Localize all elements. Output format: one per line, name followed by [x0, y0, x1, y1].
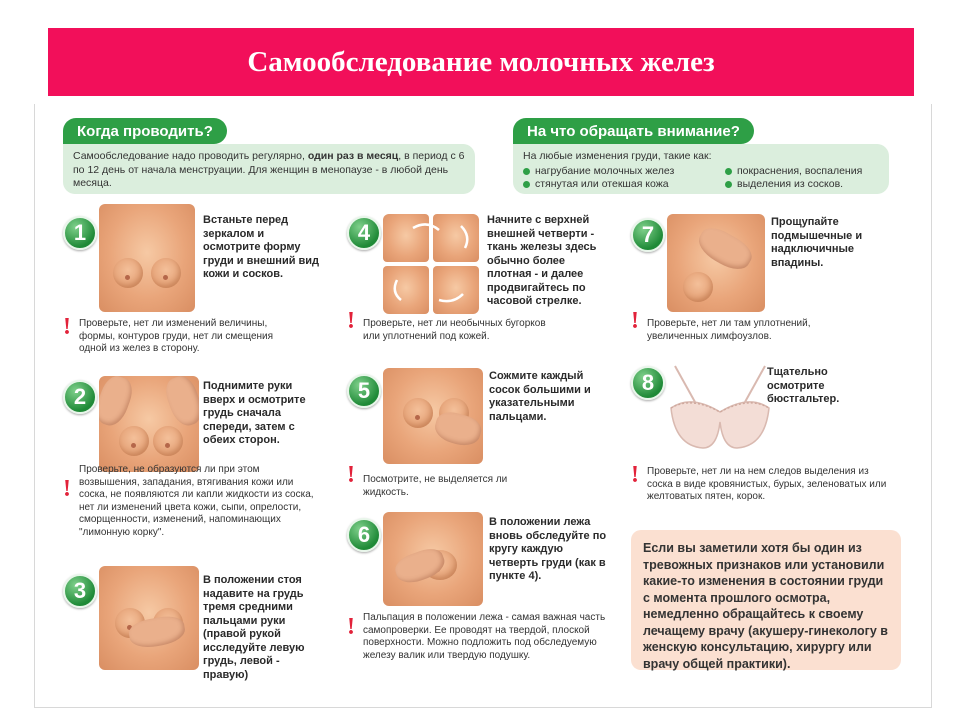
breast-shape — [153, 426, 183, 456]
hand-shape — [432, 409, 483, 450]
step-5-warning: Посмотрите, не выделяется ли жидкость. — [363, 474, 508, 498]
breast-shape — [113, 258, 143, 288]
attention-tag: На что обращать внимание? — [513, 118, 754, 144]
step-6-text: В положении лежа вновь обследуйте по кругу каждую четверть груди (как в пункте 4). — [489, 516, 607, 582]
step-1-number: 1 — [63, 216, 97, 250]
when-box — [63, 144, 475, 194]
when-text-1: Самообследование надо проводить регулярно, — [73, 150, 308, 162]
step-7-number: 7 — [631, 218, 665, 252]
warning-icon: ! — [63, 314, 71, 340]
attention-box — [513, 144, 889, 194]
alert-box: Если вы заметили хотя бы один из тревожных признаков или установили какие-то изменения в состоянии груди с момента прошлого осмотра, немедленно обращайтесь к своему лечащему врачу (акушеру-гинекологу в женскую консультацию, хирургу или врачу общей практики). — [631, 530, 901, 670]
step-4-text: Начните с верхней внешней четверти - ткань железы здесь обычно более плотная - и далее продвигайтесь по часовой стрелке. — [487, 214, 597, 307]
step-5-illustration — [383, 368, 483, 464]
step-3-text: В положении стоя надавите на грудь тремя средними пальцами руки (правой рукой исследуйте левую грудь, левой - правую) — [203, 574, 305, 681]
step-2-illustration — [99, 376, 199, 472]
warning-icon: ! — [347, 308, 355, 334]
step-2-warning: Проверьте, не образуются ли при этом возвышения, западания, втягивания кожи или соска, не появляются ли капли жидкости из соска, нет ли изменений цвета кожи, сыпи, опрелости, сморщенности, изменений, напоминающих "лимонную корку". — [79, 464, 314, 538]
breast-shape — [403, 398, 433, 428]
arm-shape — [99, 376, 137, 430]
step-6-number: 6 — [347, 518, 381, 552]
attention-item: нагрубание молочных желез — [523, 165, 719, 179]
warning-icon: ! — [347, 614, 355, 640]
step-1-illustration — [99, 204, 195, 312]
warning-icon: ! — [631, 308, 639, 334]
step-3-illustration — [99, 566, 199, 670]
bullet-icon — [725, 181, 732, 188]
clockwise-arrows-icon — [383, 214, 479, 314]
when-text-bold: один раз в месяц — [307, 150, 399, 162]
warning-icon: ! — [63, 476, 71, 502]
attention-item: покраснения, воспаления — [725, 165, 895, 179]
attention-item: стянутая или отекшая кожа — [523, 178, 719, 192]
bullet-icon — [523, 168, 530, 175]
step-4-illustration — [383, 214, 479, 314]
warning-icon: ! — [631, 462, 639, 488]
breast-shape — [683, 272, 713, 302]
poster — [34, 104, 932, 708]
step-4-number: 4 — [347, 216, 381, 250]
step-6-warning: Пальпация в положении лежа - самая важная часть самопроверки. Ее проводят на твердой, плоской поверхности. Можно подложить под обследуемую железу валик или твердую подушку. — [363, 612, 606, 661]
when-text-2: , в период с 6 по 12 день от начала менструации. Для женщин в менопаузе - в любой день месяца. — [73, 150, 465, 189]
step-2-text: Поднимите руки вверх и осмотрите грудь сначала спереди, затем с обеих сторон. — [203, 380, 306, 446]
attention-intro: На любые изменения груди, такие как: — [523, 150, 712, 162]
attention-item: выделения из сосков. — [725, 178, 895, 192]
step-2-number: 2 — [63, 380, 97, 414]
step-5-number: 5 — [347, 374, 381, 408]
bullet-icon — [523, 181, 530, 188]
arm-shape — [161, 376, 199, 430]
step-3-number: 3 — [63, 574, 97, 608]
step-4-warning: Проверьте, нет ли необычных бугорков или уплотнений под кожей. — [363, 318, 546, 342]
breast-shape — [151, 258, 181, 288]
step-1-warning: Проверьте, нет ли изменений величины, формы, контуров груди, нет ли смещения одной из желез в сторону. — [79, 318, 274, 354]
step-6-illustration — [383, 512, 483, 606]
hand-shape — [392, 544, 449, 587]
step-8-text: Тщательно осмотрите бюстгальтер. — [767, 366, 840, 405]
title-bar — [48, 28, 914, 96]
step-8-number: 8 — [631, 366, 665, 400]
step-8-warning: Проверьте, нет ли на нем следов выделения из соска в виде кровянистых, бурых, зеленоватых или желтоватых пятен, корок. — [647, 466, 887, 502]
page-title: Самообследование молочных желез — [247, 45, 715, 78]
step-5-text: Сожмите каждый сосок большими и указательными пальцами. — [489, 370, 591, 423]
attention-list — [523, 165, 879, 192]
hand-shape — [693, 222, 756, 276]
step-7-warning: Проверьте, нет ли там уплотнений, увеличенных лимфоузлов. — [647, 318, 811, 342]
breast-shape — [119, 426, 149, 456]
warning-icon: ! — [347, 462, 355, 488]
bullet-icon — [725, 168, 732, 175]
when-tag: Когда проводить? — [63, 118, 227, 144]
step-1-text: Встаньте перед зеркалом и осмотрите форму груди и внешний вид кожи и сосков. — [203, 214, 320, 280]
step-7-text: Прощупайте подмышечные и надключичные впадины. — [771, 216, 863, 269]
bra-illustration — [665, 362, 775, 454]
step-7-illustration — [667, 214, 765, 312]
